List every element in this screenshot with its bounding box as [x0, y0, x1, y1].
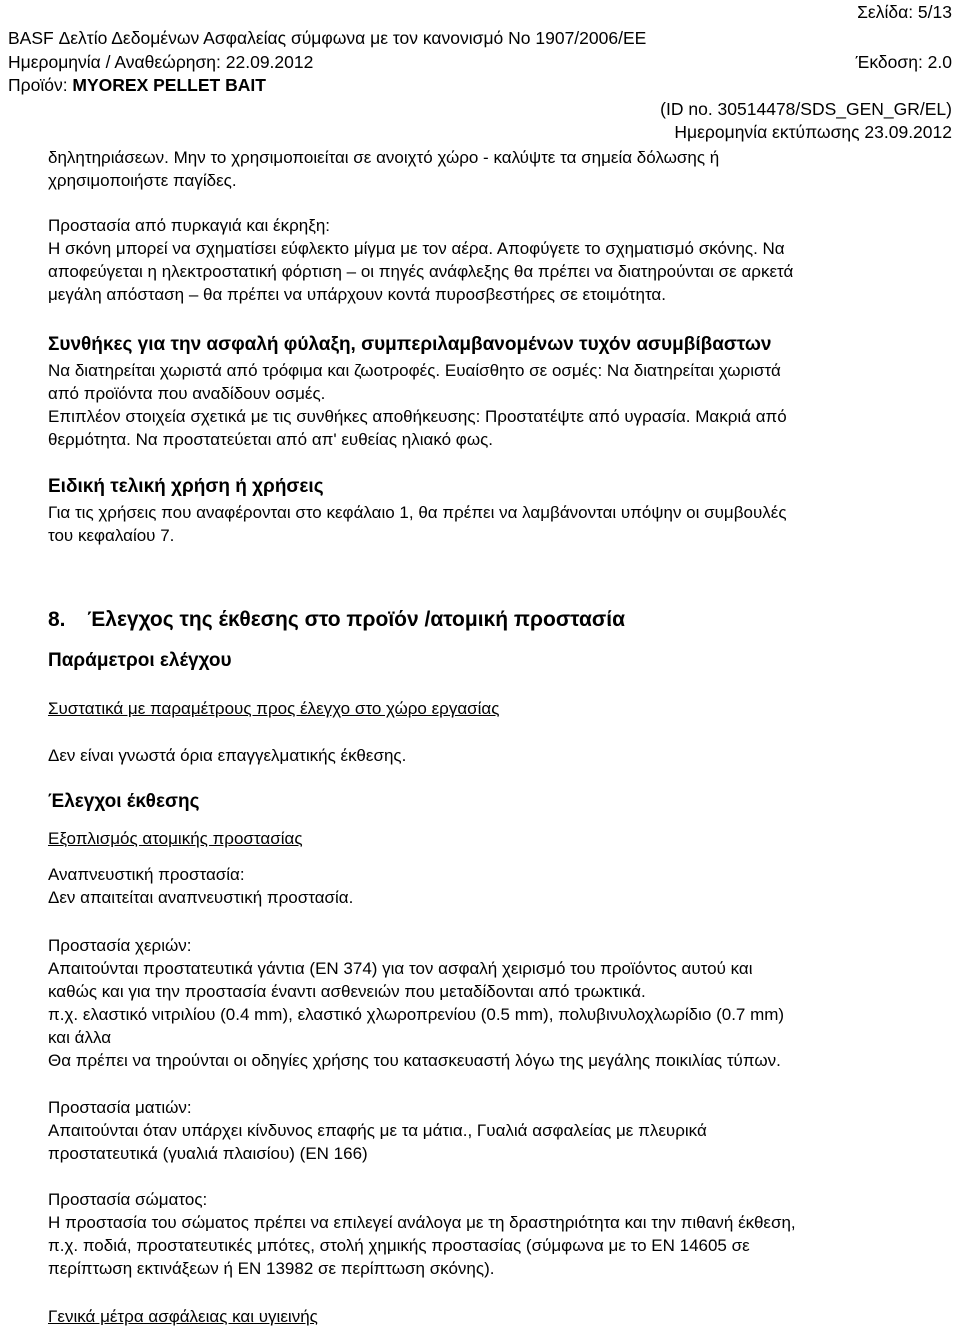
respiratory-protection — [48, 863, 948, 909]
page-number: Σελίδα: 5/13 — [857, 2, 952, 22]
version: Έκδοση: 2.0 — [855, 52, 952, 72]
text-line: προστατευτικά (γυαλιά πλαισίου) (EN 166) — [48, 1144, 368, 1163]
section-number: 8. — [48, 608, 66, 631]
section-8-heading — [48, 608, 625, 632]
text-line: περίπτωση εκτινάξεων ή EN 13982 σε περίπτωση σκόνης). — [48, 1259, 495, 1278]
product-name: MYOREX PELLET BAIT — [72, 75, 266, 95]
print-date: Ημερομηνία εκτύπωσης 23.09.2012 — [674, 122, 952, 142]
hand-title: Προστασία χεριών: — [48, 936, 192, 955]
id-number: (ID no. 30514478/SDS_GEN_GR/EL) — [660, 99, 952, 119]
document-title: BASF Δελτίο Δεδομένων Ασφαλείας σύμφωνα με τον κανονισμό No 1907/2006/EE — [8, 28, 647, 48]
revision-date: Ημερομηνία / Αναθεώρηση: 22.09.2012 — [8, 52, 314, 72]
continuation-paragraph — [48, 146, 948, 192]
body-protection — [48, 1188, 948, 1280]
text-line: του κεφαλαίου 7. — [48, 526, 175, 545]
end-use-paragraph — [48, 501, 948, 547]
respiratory-title: Αναπνευστική προστασία: — [48, 865, 245, 884]
text-line: χρησιμοποιήστε παγίδες. — [48, 171, 237, 190]
text-line: Να διατηρείται χωριστά από τρόφιμα και ζωοτροφές. Ευαίσθητο σε οσμές: Να διατηρείται χωριστά — [48, 361, 781, 380]
components-subheading: Συστατικά με παραμέτρους προς έλεγχο στο χώρο εργασίας — [48, 699, 500, 718]
fire-protection-title: Προστασία από πυρκαγιά και έκρηξη: — [48, 216, 331, 235]
hygiene-subheading: Γενικά μέτρα ασφάλειας και υγιεινής — [48, 1307, 318, 1326]
eye-title: Προστασία ματιών: — [48, 1098, 192, 1117]
storage-paragraph — [48, 359, 948, 451]
text-line: Για τις χρήσεις που αναφέρονται στο κεφάλαιο 1, θα πρέπει να λαμβάνονται υπόψην οι συμβουλές — [48, 503, 787, 522]
end-use-heading: Ειδική τελική χρήση ή χρήσεις — [48, 476, 324, 497]
body-title: Προστασία σώματος: — [48, 1190, 208, 1209]
text-line: δηλητηριάσεων. Μην το χρησιμοποιείται σε ανοιχτό χώρο - καλύψτε τα σημεία δόλωσης ή — [48, 148, 720, 167]
text-line: και άλλα — [48, 1028, 112, 1047]
no-limits-text: Δεν είναι γνωστά όρια επαγγελματικής έκθεσης. — [48, 746, 407, 765]
text-line: Δεν απαιτείται αναπνευστική προστασία. — [48, 888, 354, 907]
text-line: Η σκόνη μπορεί να σχηματίσει εύφλεκτο μίγμα με τον αέρα. Αποφύγετε το σχηματισμό σκόνης. Να — [48, 239, 785, 258]
exposure-controls-heading: Έλεγχοι έκθεσης — [48, 791, 200, 812]
text-line: Απαιτούνται όταν υπάρχει κίνδυνος επαφής με τα μάτια., Γυαλιά ασφαλείας με πλευρικά — [48, 1121, 707, 1140]
text-line: Επιπλέον στοιχεία σχετικά με τις συνθήκες αποθήκευσης: Προστατέψτε από υγρασία. Μακριά από — [48, 407, 787, 426]
text-line: π.χ. ποδιά, προστατευτικές μπότες, στολή χημικής προστασίας (σύμφωνα με το EN 14605 σε — [48, 1236, 750, 1255]
section-title: Έλεγχος της έκθεσης στο προϊόν /ατομική προστασία — [87, 608, 625, 631]
text-line: Η προστασία του σώματος πρέπει να επιλεγεί ανάλογα με τη δραστηριότητα και την πιθανή έκθεση, — [48, 1213, 796, 1232]
text-line: Θα πρέπει να τηρούνται οι οδηγίες χρήσης του κατασκευαστή λόγω της μεγάλης ποικιλίας τύπων. — [48, 1051, 781, 1070]
product-line — [8, 75, 266, 95]
text-line: αποφεύγεται η ηλεκτροστατική φόρτιση – οι πηγές ανάφλεξης θα πρέπει να διατηρούνται σε αρκετά — [48, 262, 794, 281]
text-line: θερμότητα. Να προστατεύεται από απ' ευθείας ηλιακό φως. — [48, 430, 494, 449]
text-line: καθώς και για την προστασία έναντι ασθενειών που μεταδίδονται από τρωκτικά. — [48, 982, 646, 1001]
hand-protection — [48, 934, 948, 1072]
text-line: από προϊόντα που αναδίδουν οσμές. — [48, 384, 326, 403]
eye-protection — [48, 1096, 948, 1165]
product-label: Προϊόν: — [8, 75, 73, 95]
storage-heading: Συνθήκες για την ασφαλή φύλαξη, συμπεριλαμβανομένων τυχόν ασυμβίβαστων — [48, 334, 772, 355]
fire-protection-section — [48, 214, 948, 306]
text-line: Απαιτούνται προστατευτικά γάντια (EN 374) για τον ασφαλή χειρισμό του προϊόντος αυτού και — [48, 959, 753, 978]
control-parameters-heading: Παράμετροι ελέγχου — [48, 650, 232, 671]
ppe-subheading: Εξοπλισμός ατομικής προστασίας — [48, 829, 303, 848]
text-line: μεγάλη απόσταση – θα πρέπει να υπάρχουν κοντά πυροσβεστήρες σε ετοιμότητα. — [48, 285, 666, 304]
text-line: π.χ. ελαστικό νιτριλίου (0.4 mm), ελαστικό χλωροπρενίου (0.5 mm), πολυβινυλοχλωρίδιο (0.7 mm) — [48, 1005, 785, 1024]
